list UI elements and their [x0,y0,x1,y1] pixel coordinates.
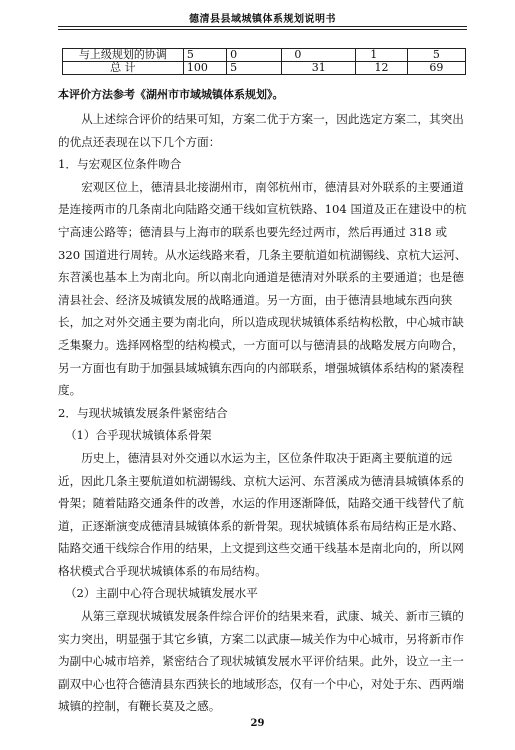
header-rule [58,26,467,30]
paragraph: 从上述综合评价的结果可知，方案二优于方案一，因此选定方案二，其突出的优点还表现在以下几个方面： [58,112,464,149]
paragraph: 宏观区位上，德清县北接湖州市，南邻杭州市，德清县对外联系的主要通道是连接两市的几条南北向陆路交通干线如宣杭铁路、104 国道及正在建设中的杭宁高速公路等；德清县与上海市的联系也要先经过两市，然后再通过 318 或 320 国道进行周转。从水运线路来看，几条主要航道如杭湖锡线、京杭大运河、东苕溪也基本上为南北向。所以南北向通道是德清对外联系的主要通道；也是德清县社会、经济及城镇发展的战略通道。另一方面，由于德清县地域东西向狭长，加之对外交通主要为南北向，所以造成现状城镇体系结构松散，中心城市缺乏集聚力。选择网格型的结构模式，一方面可以与德清县的战略发展方向吻合，另一方面也有助于加强县域城镇东西向的内部联系，增强城镇体系结构的紧凑程度。 [58,179,467,398]
evaluation-table [62,48,466,75]
page-number: 29 [250,718,265,729]
table-cell: 5 [227,62,282,75]
table-cell: 5 [183,49,226,62]
body-text [58,108,470,718]
running-header: 德清县县域城镇体系规划说明书 [189,14,336,25]
table-cell: 69 [407,62,465,75]
row-label: 总 计 [63,62,184,75]
table-note: 本评价方法参考《湖州市市域城镇体系规划》。 [58,88,284,101]
table-cell: 0 [227,49,282,62]
table-row [63,62,466,75]
table-cell: 5 [407,49,465,62]
section-heading: 2．与现状城镇发展条件紧密结合 [58,405,228,420]
table-cell: 0 [282,49,356,62]
subsection-heading: （2）主副中心符合现状城镇发展水平 [64,586,258,601]
paragraph: 历史上，德清县对外交通以水运为主，区位条件取决于距离主要航道的远近，因此几条主要航道如杭湖锡线、京杭大运河、东苕溪成为德清县城镇体系的骨架；随着陆路交通条件的改善，水运的作用逐渐降低，陆路交通干线替代了航道，正逐渐演变成德清县城镇体系的新骨架。现状城镇体系布局结构正是水路、陆路交通干线综合作用的结果，上文提到这些交通干线基本是南北向的，所以网格状模式合乎现状城镇体系的布局结构。 [58,450,464,578]
table-cell: 100 [183,62,226,75]
paragraph: 从第三章现状城镇发展条件综合评价的结果来看，武康、城关、新市三镇的实力突出，明显强于其它乡镇，方案二以武康—城关作为中心城市，另将新市作为副中心城市培养，紧密结合了现状城镇发展水平评价结果。此外，设立一主一副双中心也符合德清县东西狭长的地域形态，仅有一个中心，对处于东、西两端城镇的控制，有鞭长莫及之感。 [58,609,464,714]
table-cell: 12 [356,62,408,75]
table-cell: 31 [282,62,356,75]
table-row [63,49,466,62]
table-cell: 1 [356,49,408,62]
section-heading: 1．与宏观区位条件吻合 [58,157,182,172]
row-label: 与上级规划的协调 [63,49,184,62]
subsection-heading: （1）合乎现状城镇体系骨架 [64,428,212,443]
